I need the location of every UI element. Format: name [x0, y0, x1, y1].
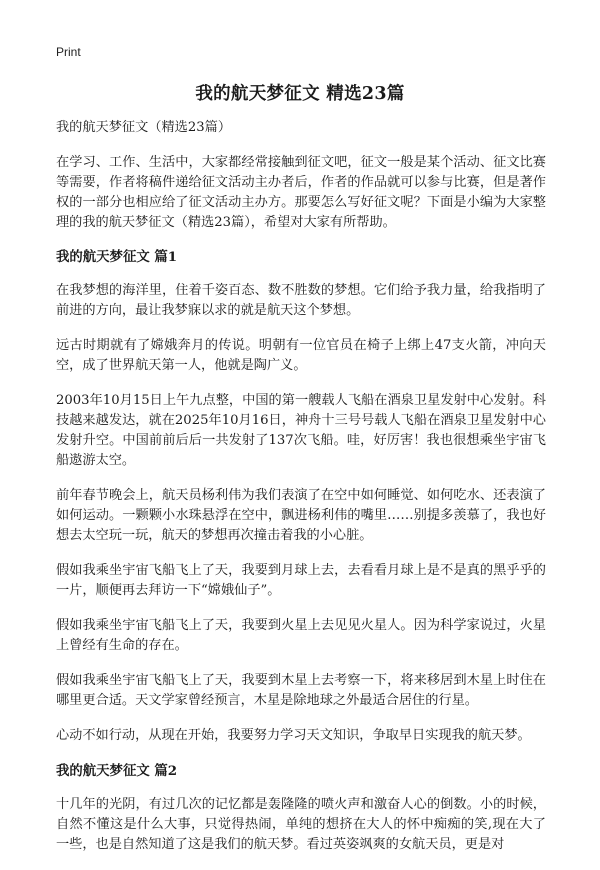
section-heading-2: 我的航天梦征文 篇2: [56, 763, 178, 779]
section-1-paragraph-5: 假如我乘坐宇宙飞船飞上了天，我要到月球上去，去看看月球上是不是真的黑乎乎的一片，顺便再去拜访一下“嫦娥仙子”。: [56, 563, 546, 598]
section-1-paragraph-1: 在我梦想的海洋里，住着千姿百态、数不胜数的梦想。它们给予我力量，给我指明了前进的方向，最让我梦寐以求的就是航天这个梦想。: [56, 283, 546, 318]
section-2-paragraph-1: 十几年的光阴，有过几次的记忆都是轰隆隆的喷火声和激奋人心的倒数。小的时候，自然不懂这是什么大事，只觉得热闹，单纯的想挤在大人的怀中痴痴的笑,现在大了一些，也是自然知道了这是我们的航天梦。看过英姿飒爽的女航天员，更是对: [56, 797, 546, 852]
intro-paragraph: 在学习、工作、生活中，大家都经常接触到征文吧，征文一般是某个活动、征文比赛等需要，作者将稿件递给征文活动主办者后，作者的作品就可以参与比赛，但是著作权的一部分也相应给了征文活动主办方。那要怎么写好征文呢？下面是小编为大家整理的我的航天梦征文（精选23篇），希望对大家有所帮助。: [56, 155, 546, 230]
print-link[interactable]: Print: [56, 45, 81, 59]
section-1-paragraph-7: 假如我乘坐宇宙飞船飞上了天，我要到木星上去考察一下，将来移居到木星上时住在哪里更合适。天文学家曾经预言，木星是除地球之外最适合居住的行星。: [56, 673, 546, 708]
section-1-paragraph-3: 2003年10月15日上午九点整，中国的第一艘载人飞船在酒泉卫星发射中心发射。科技越来越发达，就在2025年10月16日，神舟十三号号载人飞船在酒泉卫星发射中心发射升空。中国前前后后一共发射了137次飞船。哇，好厉害！我也很想乘坐宇宙飞船遨游太空。: [56, 393, 546, 468]
section-1-paragraph-4: 前年春节晚会上，航天员杨利伟为我们表演了在空中如何睡觉、如何吃水、还表演了如何运动。一颗颗小水珠悬浮在空中，飘进杨利伟的嘴里……别提多羡慕了，我也好想去太空玩一玩，航天的梦想再次撞击着我的小心脏。: [56, 488, 546, 543]
page-title: 我的航天梦征文 精选23篇: [195, 84, 405, 104]
section-heading-1: 我的航天梦征文 篇1: [56, 249, 178, 265]
section-1-paragraph-2: 远古时期就有了嫦娥奔月的传说。明朝有一位官员在椅子上绑上47支火箭，冲向天空，成了世界航天第一人，他就是陶广义。: [56, 338, 546, 373]
article-subtitle: 我的航天梦征文（精选23篇）: [56, 120, 232, 135]
section-1-paragraph-6: 假如我乘坐宇宙飞船飞上了天，我要到火星上去见见火星人。因为科学家说过，火星上曾经有生命的存在。: [56, 618, 546, 653]
section-1-paragraph-8: 心动不如行动，从现在开始，我要努力学习天文知识，争取早日实现我的航天梦。: [56, 728, 531, 743]
article-body: [56, 118, 546, 870]
